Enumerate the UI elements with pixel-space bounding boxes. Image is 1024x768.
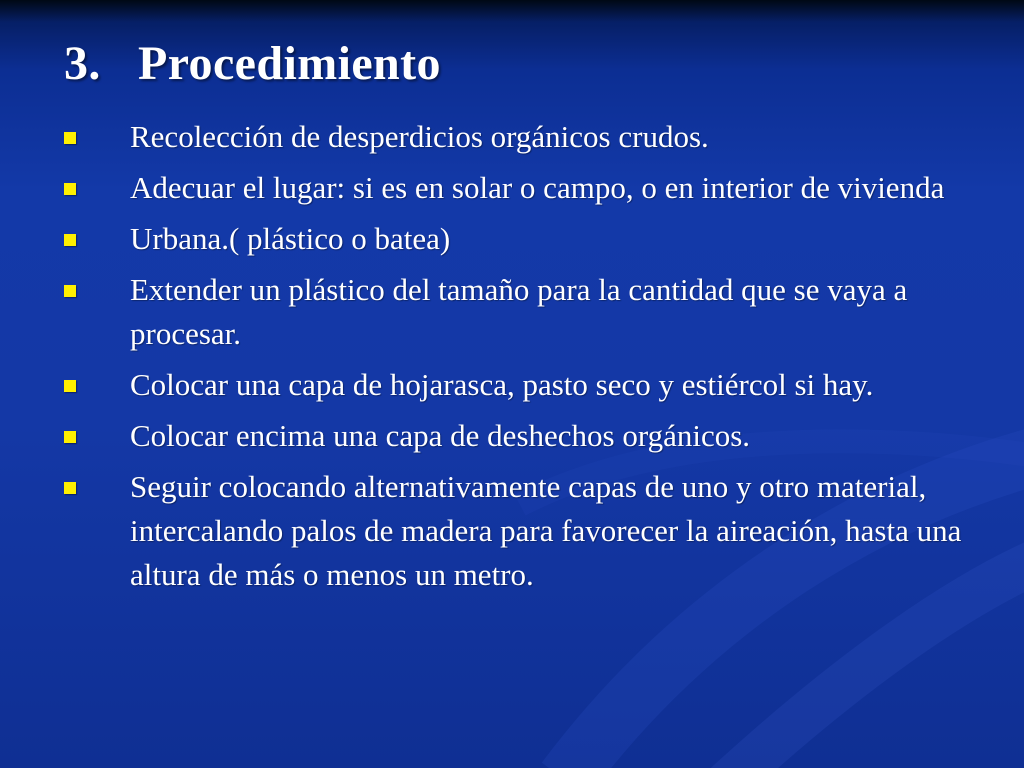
bullet-text: Extender un plástico del tamaño para la cantidad que se vaya a procesar. [130, 272, 908, 351]
bullet-text: Adecuar el lugar: si es en solar o campo, o en interior de vivienda [130, 170, 945, 205]
bullet-text: Recolección de desperdicios orgánicos crudos. [130, 119, 709, 154]
list-item [64, 268, 964, 356]
square-bullet-icon [64, 431, 76, 443]
square-bullet-icon [64, 482, 76, 494]
title-number: 3. [64, 37, 101, 90]
square-bullet-icon [64, 234, 76, 246]
bullet-text: Colocar una capa de hojarasca, pasto seco y estiércol si hay. [130, 367, 874, 402]
page-title [64, 34, 441, 94]
list-item [64, 465, 964, 597]
list-item [64, 166, 964, 210]
list-item [64, 414, 964, 458]
square-bullet-icon [64, 183, 76, 195]
bullet-text: Colocar encima una capa de deshechos orgánicos. [130, 418, 751, 453]
square-bullet-icon [64, 285, 76, 297]
list-item [64, 217, 964, 261]
list-item [64, 363, 964, 407]
square-bullet-icon [64, 380, 76, 392]
title-text: Procedimiento [138, 37, 441, 90]
bullet-text: Seguir colocando alternativamente capas de uno y otro material, intercalando palos de madera para favorecer la aireación, hasta una altura de más o menos un metro. [130, 469, 962, 592]
bullet-text: Urbana.( plástico o batea) [130, 221, 451, 256]
list-item [64, 115, 964, 159]
square-bullet-icon [64, 132, 76, 144]
bullet-list [64, 115, 964, 604]
